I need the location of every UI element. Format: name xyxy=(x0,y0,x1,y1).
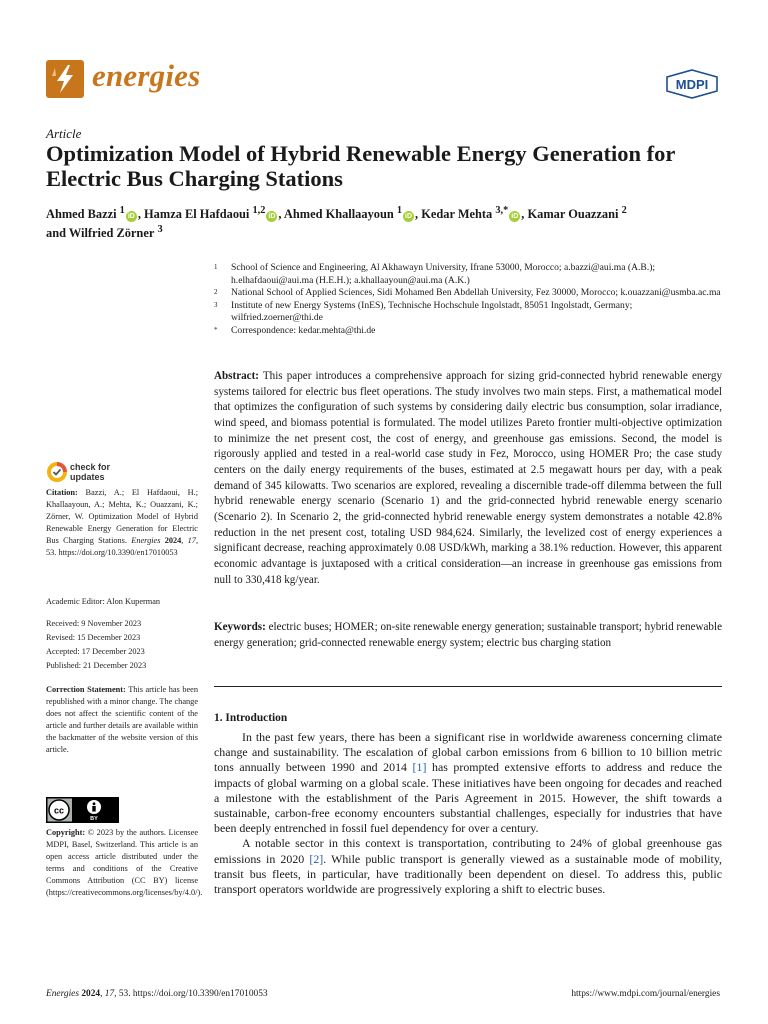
check-updates-icon xyxy=(46,461,68,483)
published-date: Published: 21 December 2023 xyxy=(46,661,147,670)
cc-by-license-icon[interactable] xyxy=(46,797,119,823)
abstract-text: This paper introduces a comprehensive approach for sizing grid-connected hybrid renewable energy systems tailored for electric bus fleet operations. The study involves two main steps. First, a mathematical model that optimizes the configuration of such systems by considering daily electric bus consumption, solar irradiance, wind speed, and biomass potential is formulated. The model utilizes Pareto frontier multi-objective optimization to minimize the net present cost, the cost of energy, and greenhouse gas emissions. Second, the model is rigorously applied and tested in a real-world case study in Fez, Morocco, using HOMER Pro; the case study centers on the daily energy requirements of the buses, estimated at 2.5 megawatt hours per day, with a peak demand of 345 kilowatts. Two scenarios are explored, revealing a discernible trade-off dilemma between the full hybrid renewable energy scenario (Scenario 1) and the grid-connected hybrid renewable energy scenario (Scenario 2). In Scenario 2, the grid-connected hybrid renewable energy system demonstrates a notable 42.8% reduction in the net present cost, totaling USD 984,624. Similarly, the levelized cost of energy experiences a significant decrease, reaching approximately 0.08 USD/kWh, marking a 38.1% reduction. However, this apparent economic advantage is juxtaposed with a critical consideration—an increase in greenhouse gas emissions from null to 330,418 kg/year. xyxy=(214,370,722,586)
orcid-icon[interactable]: iD xyxy=(405,213,413,221)
author-name[interactable]: Hamza El Hafdaoui xyxy=(144,207,250,222)
introduction-body xyxy=(214,730,722,897)
article-type: Article xyxy=(46,126,82,141)
academic-editor: Academic Editor: Alon Kuperman xyxy=(46,597,161,606)
paragraph: In the past few years, there has been a significant rise in worldwide awareness concerning climate change and sustainability. The escalation of global carbon emissions from 6 billion to 10 billion metric tons annually between 1990 and 2014 [1] has prompted extensive efforts to address and reduce the impacts of global warming on a global scale. These initiatives have been ongoing for decades and reached a milestone with the establishment of the Paris Agreement in 2015. However, the shift towards a sustainable, carbon-free economy encounters substantial challenges, especially for industries that have been deeply entrenched in fossil fuel dependency for over a century. xyxy=(214,730,722,836)
section-divider xyxy=(214,686,722,687)
abstract xyxy=(214,369,722,588)
article-title: Optimization Model of Hybrid Renewable Energy Generation for Electric Bus Charging Stations xyxy=(46,141,675,191)
orcid-icon[interactable]: iD xyxy=(511,213,519,221)
footer-citation: Energies 2024, 17, 53. https://doi.org/10.3390/en17010053 xyxy=(46,989,268,999)
keywords-label: Keywords: xyxy=(214,621,266,633)
author-list: Ahmed Bazzi $^1$iD , Hamza El Hafdaoui $^{1,2}$iD , Ahmed Khallaayoun $^1$iD , Kedar Mehta $^{3,*}$iD , Kamar Ouazzani $^2$ and Wilfried Zörner $^3$ xyxy=(46,205,627,241)
section-heading: 1. Introduction xyxy=(214,712,288,724)
svg-text:BY: BY xyxy=(90,816,98,822)
affiliations xyxy=(214,262,726,338)
author-name[interactable]: Kamar Ouazzani xyxy=(527,207,619,222)
accepted-date: Accepted: 17 December 2023 xyxy=(46,647,145,656)
keywords xyxy=(214,620,722,651)
reference-link[interactable]: [2] xyxy=(309,851,324,866)
orcid-icon[interactable]: iD xyxy=(127,213,135,221)
journal-logo-icon xyxy=(46,60,84,98)
author-name[interactable]: Ahmed Khallaayoun xyxy=(283,207,394,222)
orcid-icon[interactable]: iD xyxy=(268,213,276,221)
affiliation: 3 Institute of new Energy Systems (InES), Technische Hochschule Ingolstadt, 85051 Ingolstadt, Germany; wilfried.zoerner@thi.de xyxy=(214,299,633,324)
author-name[interactable]: Wilfried Zörner xyxy=(68,226,155,241)
abstract-label: Abstract: xyxy=(214,370,259,382)
author-name[interactable]: Kedar Mehta xyxy=(421,207,493,222)
svg-text:cc: cc xyxy=(53,805,65,816)
footer-journal-url[interactable]: https://www.mdpi.com/journal/energies xyxy=(571,989,720,999)
journal-name: energies xyxy=(92,58,201,93)
correspondence: * Correspondence: kedar.mehta@thi.de xyxy=(214,324,376,336)
reference-link[interactable]: [1] xyxy=(412,760,427,775)
affiliation: 2 National School of Applied Sciences, Sidi Mohamed Ben Abdellah University, Fez 30000, Morocco; k.ouazzani@usmba.ac.ma xyxy=(214,287,721,299)
keywords-text: electric buses; HOMER; on-site renewable energy generation; sustainable transport; hybrid renewable energy generation; grid-connected renewable energy system; electric bus charging station xyxy=(214,621,722,649)
affiliation: 1 School of Science and Engineering, Al Akhawayn University, Ifrane 53000, Morocco; a.bazzi@aui.ma (A.B.); h.elhafdaoui@aui.ma (H.E.H.); a.khallaayoun@aui.ma (A.K.) xyxy=(214,262,656,286)
revised-date: Revised: 15 December 2023 xyxy=(46,633,141,642)
correction-statement: Correction Statement: This article has been republished with a minor change. The change does not affect the scientific content of the article and further details are available within the backmatter of the website version of this article. xyxy=(46,685,198,754)
paragraph: A notable sector in this context is transportation, contributing to 24% of global greenhouse gas emissions in 2020 [2]. While public transport is generally viewed as a sustainable mode of mobility, transit bus fleets, in particular, have traditionally been dependent on diesel. To address this, public transport operators worldwide are progressively exploring a shift to electric buses. xyxy=(214,836,723,897)
copyright: Copyright: © 2023 by the authors. Licensee MDPI, Basel, Switzerland. This article is an open access article distributed under the terms and conditions of the Creative Commons Attribution (CC BY) license (https://creativecommons.org/licenses/by/4.0/). xyxy=(46,828,203,897)
received-date: Received: 9 November 2023 xyxy=(46,619,142,628)
citation: Citation: Bazzi, A.; El Hafdaoui, H.; Khallaayoun, A.; Mehta, K.; Ouazzani, K.; Zörner, W. Optimization Model of Hybrid Renewable Energy Generation for Electric Bus Charging Stations. Energies 2024, 17, 53. https://doi.org/10.3390/en17010053 xyxy=(46,488,199,557)
author-name[interactable]: Ahmed Bazzi xyxy=(46,207,117,222)
svg-text:MDPI: MDPI xyxy=(675,77,709,92)
mdpi-logo[interactable] xyxy=(665,69,719,99)
